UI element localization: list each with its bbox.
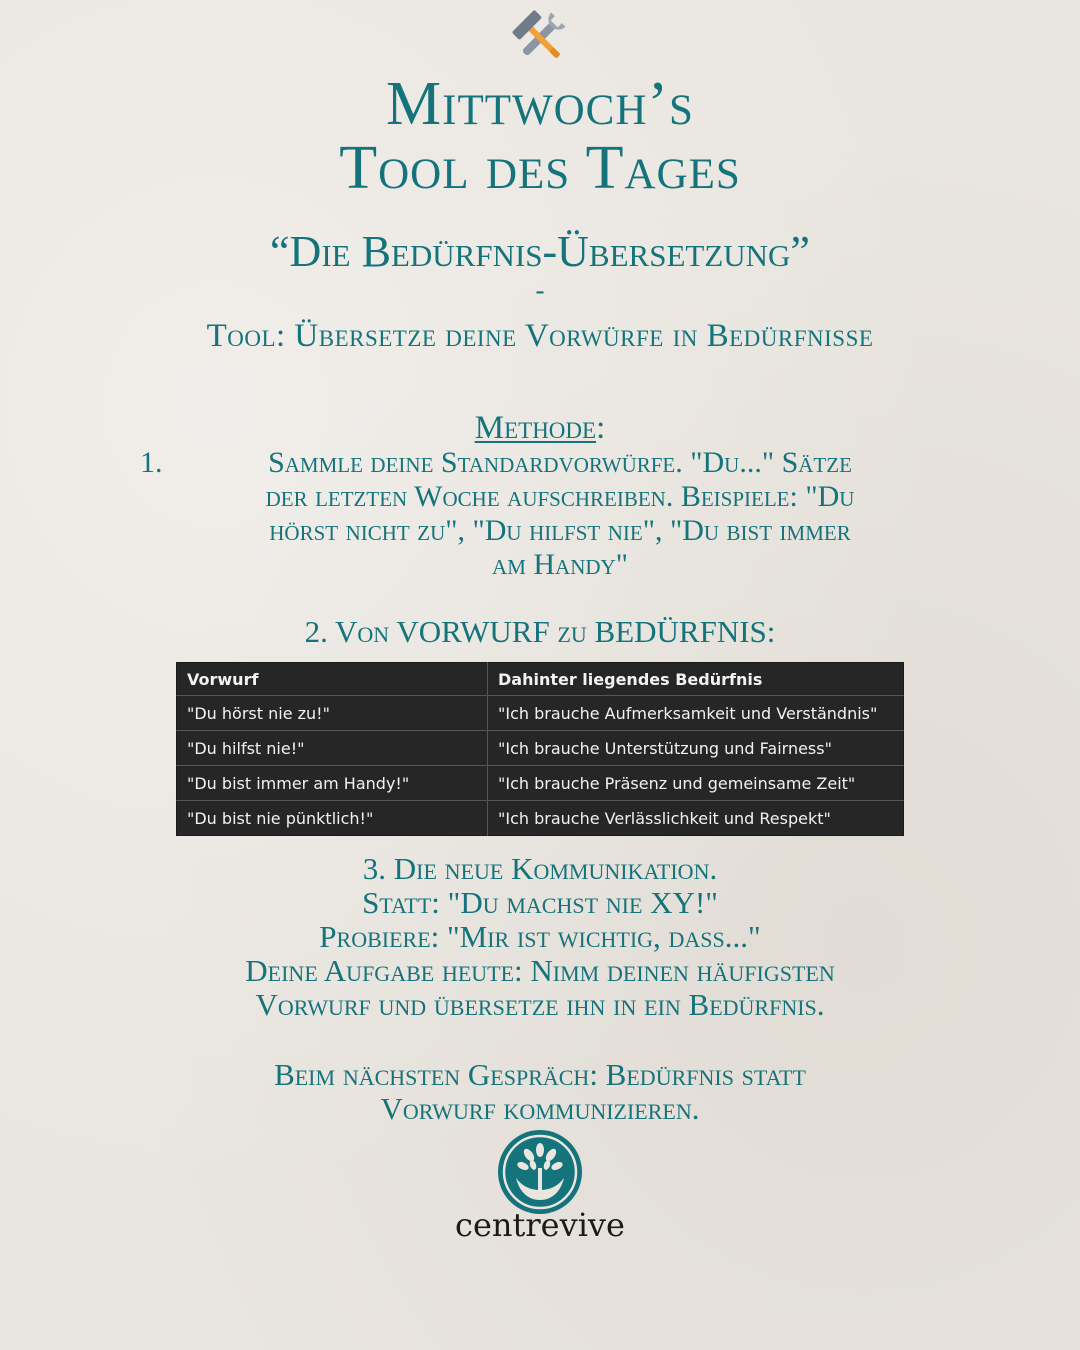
- title-line-2: Tool des Tages: [339, 134, 741, 202]
- separator-dash: -: [535, 274, 545, 307]
- step-3-line: Statt: "Du machst nie XY!": [362, 885, 718, 920]
- closing-text: [0, 1058, 1080, 1126]
- table-cell-reproach: "Du bist immer am Handy!": [177, 766, 488, 801]
- table-header-cell: Dahinter liegendes Bedürfnis: [498, 669, 763, 689]
- table-cell-reproach: "Du hilfst nie!": [177, 731, 488, 766]
- method-label: Methode: [474, 410, 597, 446]
- step-1-line: hörst nicht zu", "Du hilfst nie", "Du bist immer: [269, 514, 851, 547]
- title-line-1: Mittwoch’s: [386, 70, 694, 138]
- table-cell-need: "Ich brauche Unterstützung und Fairness": [488, 731, 904, 766]
- closing-line: Vorwurf kommunizieren.: [380, 1091, 700, 1126]
- brand-name: centrevive: [455, 1206, 625, 1244]
- table-cell-reproach: "Du hörst nie zu!": [177, 696, 488, 731]
- tree-in-hands-logo-icon: [496, 1128, 584, 1216]
- hammer-and-wrench-icon: [508, 6, 572, 70]
- step-3: [0, 852, 1080, 1022]
- step-1: [140, 446, 980, 582]
- step-1-line: Sammle deine Standardvorwürfe. "Du..." Sätze: [268, 446, 852, 479]
- step-3-line: Deine Aufgabe heute: Nimm deinen häufigsten: [245, 953, 835, 988]
- step-1-line: der letzten Woche aufschreiben. Beispiele: "Du: [265, 480, 855, 513]
- table-cell-need: "Ich brauche Präsenz und gemeinsame Zeit": [488, 766, 904, 801]
- table-row: [177, 801, 904, 836]
- table-row: [177, 766, 904, 801]
- step-1-line: am Handy": [492, 548, 628, 581]
- step-3-line: Vorwurf und übersetze ihn in ein Bedürfnis.: [255, 987, 825, 1022]
- table-row: [177, 696, 904, 731]
- method-colon: :: [596, 410, 606, 446]
- step-3-line: 3. Die neue Kommunikation.: [362, 851, 718, 886]
- closing-line: Beim nächsten Gespräch: Bedürfnis statt: [274, 1057, 806, 1092]
- step-2-title: 2. Von VORWURF zu BEDÜRFNIS:: [304, 614, 776, 649]
- table-header-cell: Vorwurf: [177, 663, 488, 696]
- subtitle: “Die Bedürfnis-Übersetzung”: [270, 227, 810, 276]
- table-cell-reproach: "Du bist nie pünktlich!": [177, 801, 488, 836]
- table-cell-need: "Ich brauche Aufmerksamkeit und Verständnis": [488, 696, 904, 731]
- tagline: Tool: Übersetze deine Vorwürfe in Bedürfnisse: [206, 318, 874, 354]
- table-header-row: [177, 663, 904, 696]
- table-cell-need: "Ich brauche Verlässlichkeit und Respekt": [488, 801, 904, 836]
- step-1-number: 1.: [140, 446, 163, 479]
- table-row: [177, 731, 904, 766]
- translation-table: [176, 662, 904, 836]
- page-title: [0, 72, 1080, 200]
- step-3-line: Probiere: "Mir ist wichtig, dass...": [319, 919, 761, 954]
- method-heading: [0, 408, 1080, 448]
